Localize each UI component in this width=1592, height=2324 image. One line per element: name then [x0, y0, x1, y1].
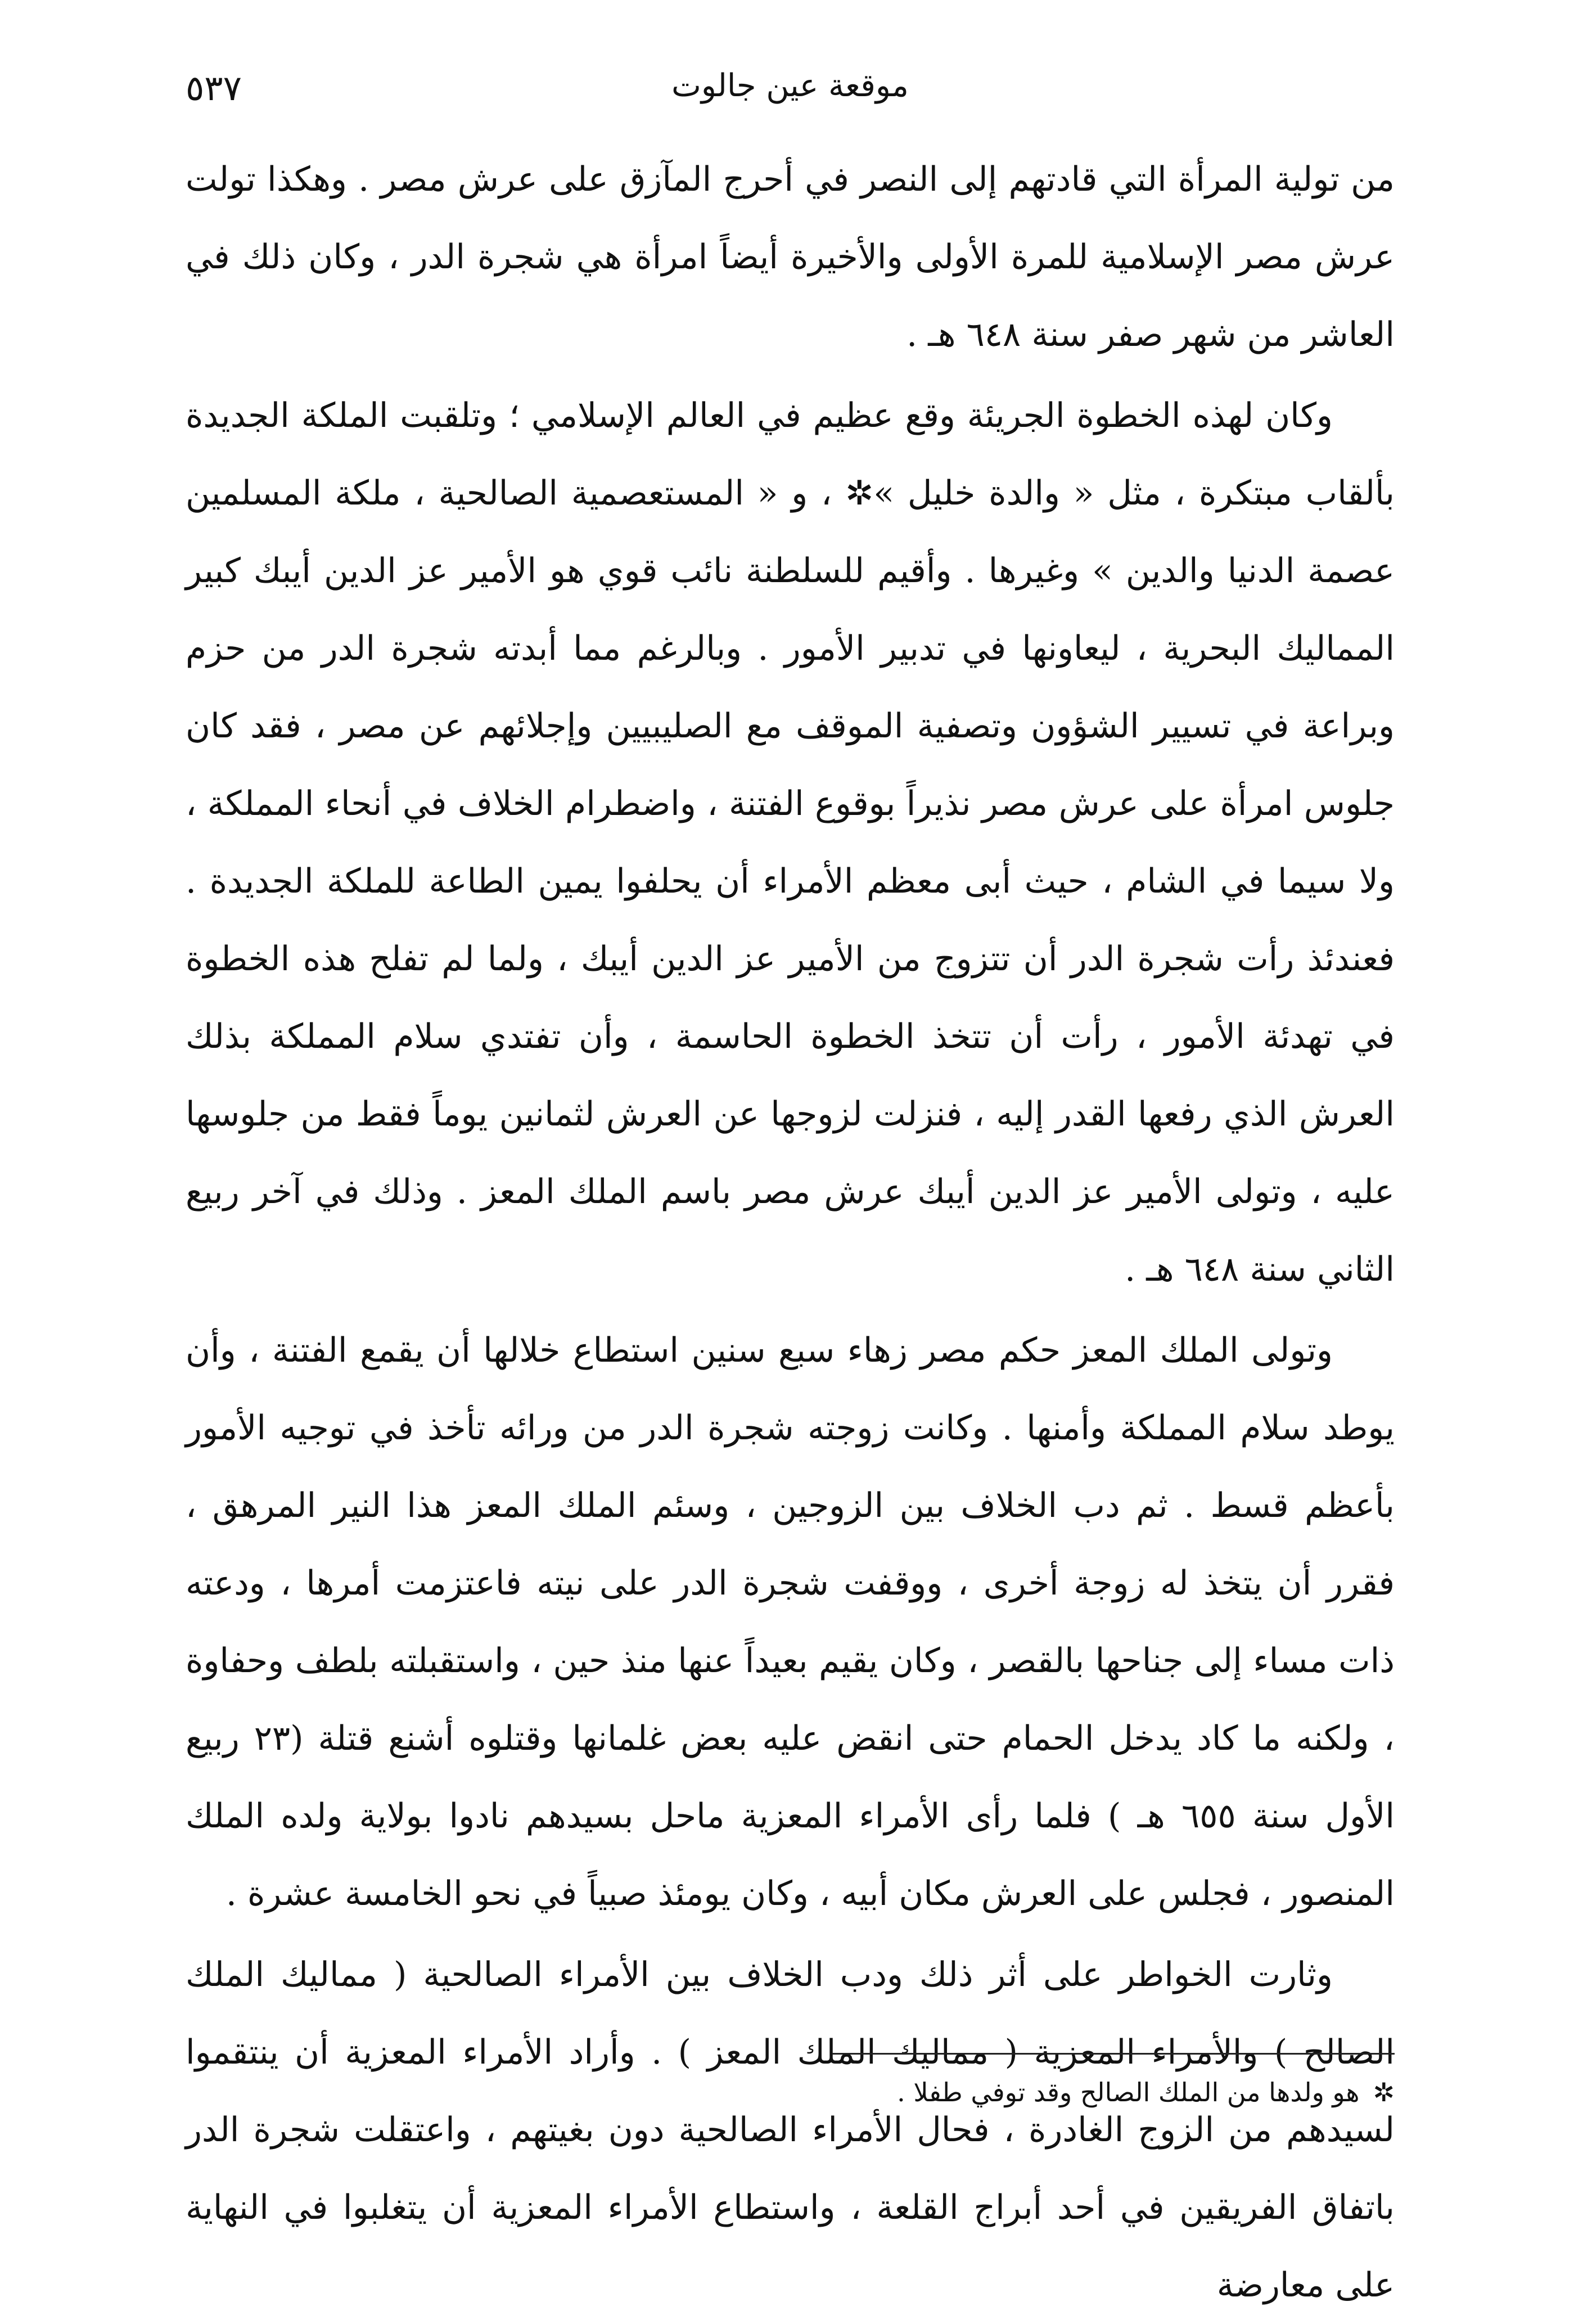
page-number: ٥٣٧ — [186, 67, 242, 109]
body-text — [186, 141, 1395, 2324]
paragraph: من تولية المرأة التي قادتهم إلى النصر في أحرج المآزق على عرش مصر . وهكذا تولت عرش مصر الإسلامية للمرة الأولى والأخيرة أيضاً امرأة هي شجرة الدر ، وكان ذلك في العاشر من شهر صفر سنة ٦٤٨ هـ . — [186, 160, 1395, 354]
footnote-divider — [832, 2053, 1395, 2055]
running-title: موقعة عين جالوت — [671, 67, 909, 104]
footnote-text: هو ولدها من الملك الصالح وقد توفي طفلا . — [897, 2077, 1360, 2107]
paragraph: وكان لهذه الخطوة الجريئة وقع عظيم في العالم الإسلامي ؛ وتلقبت الملكة الجديدة بألقاب مبتكرة ، مثل « والدة خليل »✲ ، و « المستعصمية الصالحية ، ملكة المسلمين عصمة الدنيا والدين » وغيرها . وأقيم للسلطنة نائب قوي هو الأمير عز الدين أيبك كبير المماليك البحرية ، ليعاونها في تدبير الأمور . وبالرغم مما أبدته شجرة الدر من حزم وبراعة في تسيير الشؤون وتصفية الموقف مع الصليبيين وإجلائهم عن مصر ، فقد كان جلوس امرأة على عرش مصر نذيراً بوقوع الفتنة ، واضطرام الخلاف في أنحاء المملكة ، ولا سيما في الشام ، حيث أبى معظم الأمراء أن يحلفوا يمين الطاعة للملكة الجديدة . فعندئذ رأت شجرة الدر أن تتزوج من الأمير عز الدين أيبك ، ولما لم تفلح هذه الخطوة في تهدئة الأمور ، رأت أن تتخذ الخطوة الحاسمة ، وأن تفتدي سلام المملكة بذلك العرش الذي رفعها القدر إليه ، فنزلت لزوجها عن العرش لثمانين يوماً فقط من جلوسها عليه ، وتولى الأمير عز الدين أيبك عرش مصر باسم الملك المعز . وذلك في آخر ربيع الثاني سنة ٦٤٨ هـ . — [186, 396, 1395, 1289]
paragraph: وتولى الملك المعز حكم مصر زهاء سبع سنين استطاع خلالها أن يقمع الفتنة ، وأن يوطد سلام المملكة وأمنها . وكانت زوجته شجرة الدر من ورائه تأخذ في توجيه الأمور بأعظم قسط . ثم دب الخلاف بين الزوجين ، وسئم الملك المعز هذا النير المرهق ، فقرر أن يتخذ له زوجة أخرى ، ووقفت شجرة الدر على نيته فاعتزمت أمرها ، ودعته ذات مساء إلى جناحها بالقصر ، وكان يقيم بعيداً عنها منذ حين ، واستقبلته بلطف وحفاوة ، ولكنه ما كاد يدخل الحمام حتى انقض عليه بعض غلمانها وقتلوه أشنع قتلة (٢٣ ربيع الأول سنة ٦٥٥ هـ ) فلما رأى الأمراء المعزية ماحل بسيدهم نادوا بولاية ولده الملك المنصور ، فجلس على العرش مكان أبيه ، وكان يومئذ صبياً في نحو الخامسة عشرة . — [186, 1331, 1395, 1913]
book-page — [186, 51, 1395, 2305]
paragraph: وثارت الخواطر على أثر ذلك ودب الخلاف بين الأمراء الصالحية ( مماليك الملك الصالح ) والأمراء المعزية ( مماليك الملك المعز ) . وأراد الأمراء المعزية أن ينتقموا لسيدهم من الزوج الغادرة ، فحال الأمراء الصالحية دون بغيتهم ، واعتقلت شجرة الدر باتفاق الفريقين في أحد أبراج القلعة ، واستطاع الأمراء المعزية أن يتغلبوا في النهاية على معارضة — [186, 1955, 1395, 2305]
footnote — [186, 2070, 1395, 2115]
footnote-mark: ✲ — [1373, 2077, 1395, 2107]
page-header — [186, 51, 1395, 118]
